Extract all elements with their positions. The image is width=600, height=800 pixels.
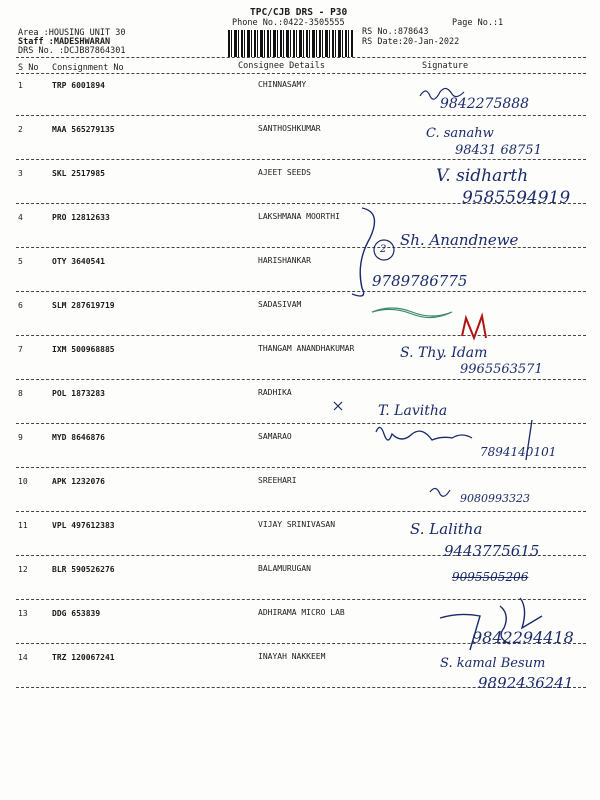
row8-handwritten-name: T. Lavitha (378, 403, 448, 419)
page-number: Page No.:1 (452, 18, 504, 28)
col-header-consignee: Consignee Details (238, 61, 325, 71)
row-consignee: RADHIKA (258, 388, 292, 397)
row4-circle-number: 2 (380, 244, 387, 255)
row-consignment: BLR 590526276 (52, 565, 115, 574)
row-sno: 1 (18, 81, 23, 90)
col-header-consignment: Consignment No (52, 63, 124, 73)
row3-handwritten-phone: 9585594919 (462, 188, 571, 208)
row11-handwritten-name: S. Lalitha (410, 520, 483, 538)
row-consignment: MAA 565279135 (52, 125, 115, 134)
row-consignment: MYD 8646876 (52, 433, 105, 442)
row-sno: 11 (18, 521, 28, 530)
row-consignment: IXM 500968885 (52, 345, 115, 354)
row-consignment: SLM 287619719 (52, 301, 115, 310)
document-title: TPC/CJB DRS - P30 (250, 7, 348, 18)
row-consignee: SADASIVAM (258, 300, 302, 309)
row12-handwritten-phone: 9095505206 (452, 570, 529, 584)
stamp-scribble (372, 308, 452, 318)
row3-handwritten-name: V. sidharth (436, 166, 529, 186)
row7-handwritten-phone: 9965563571 (460, 362, 543, 377)
row-consignee: SANTHOSHKUMAR (258, 124, 321, 133)
drs-number: DRS No. :DCJB87864301 (18, 46, 126, 56)
row-consignment: OTY 3640541 (52, 257, 105, 266)
row13-handwritten-phone: 9842294418 (472, 628, 574, 647)
row-consignee: HARISHANKAR (258, 256, 311, 265)
row-consignment: APK 1232076 (52, 477, 105, 486)
row-sno: 12 (18, 565, 28, 574)
rs-number: RS No.:878643 (362, 27, 429, 37)
row-consignee: SAMARAO (258, 432, 292, 441)
row7-handwritten-name: S. Thy. Idam (400, 345, 488, 361)
col-header-sno: S No (18, 63, 39, 73)
row-consignment: POL 1873283 (52, 389, 105, 398)
col-header-signature: Signature (422, 61, 469, 71)
row2-handwritten-phone: 98431 68751 (455, 143, 542, 158)
row5-handwritten-phone: 9789786775 (372, 272, 468, 290)
row-sno: 2 (18, 125, 23, 134)
staff-label: Staff :MADESHWARAN (18, 37, 111, 47)
row-sno: 8 (18, 389, 23, 398)
row1-handwritten-phone: 9842275888 (440, 96, 530, 112)
row-consignee: VIJAY SRINIVASAN (258, 520, 336, 529)
phone-number: Phone No.:0422-3505555 (232, 18, 345, 28)
row-consignee: SREEHARI (258, 476, 297, 485)
row-consignee: BALAMURUGAN (258, 564, 311, 573)
row-consignment: TRZ 120067241 (52, 653, 115, 662)
row-sno: 10 (18, 477, 28, 486)
rs-date: RS Date:20-Jan-2022 (362, 37, 460, 47)
row11-handwritten-phone: 9443775615 (444, 542, 540, 560)
row-consignee: CHINNASAMY (258, 80, 307, 89)
row-consignee: AJEET SEEDS (258, 168, 311, 177)
row-consignee: LAKSHMANA MOORTHI (258, 212, 340, 221)
row-consignment: TRP 6001894 (52, 81, 105, 90)
row-consignee: ADHIRAMA MICRO LAB (258, 608, 345, 617)
row-sno: 5 (18, 257, 23, 266)
row9-handwritten-phone: 7894140101 (480, 445, 557, 459)
row-consignment: DDG 653839 (52, 609, 101, 618)
row-consignment: PRO 12812633 (52, 213, 110, 222)
red-initials-scribble (462, 316, 486, 338)
row14-handwritten-phone: 9892436241 (478, 674, 574, 692)
row2-handwritten-name: C. sanahw (426, 126, 494, 141)
row-sno: 3 (18, 169, 23, 178)
row14-handwritten-name: S. kamal Besum (440, 656, 546, 671)
row4-handwritten-name: Sh. Anandnewe (400, 231, 519, 249)
row-consignee: THANGAM ANANDHAKUMAR (258, 344, 355, 353)
row10-handwritten-phone: 9080993323 (460, 492, 530, 505)
row-sno: 4 (18, 213, 23, 222)
row-sno: 9 (18, 433, 23, 442)
row-sno: 14 (18, 653, 28, 662)
x-mark (334, 402, 342, 410)
row-consignment: SKL 2517985 (52, 169, 105, 178)
signature-10-scribble (430, 488, 450, 496)
row-sno: 7 (18, 345, 23, 354)
row-consignment: VPL 497612383 (52, 521, 115, 530)
row-sno: 6 (18, 301, 23, 310)
row-consignee: INAYAH NAKKEEM (258, 652, 326, 661)
area-label: Area :HOUSING UNIT 30 (18, 28, 126, 38)
row-sno: 13 (18, 609, 28, 618)
